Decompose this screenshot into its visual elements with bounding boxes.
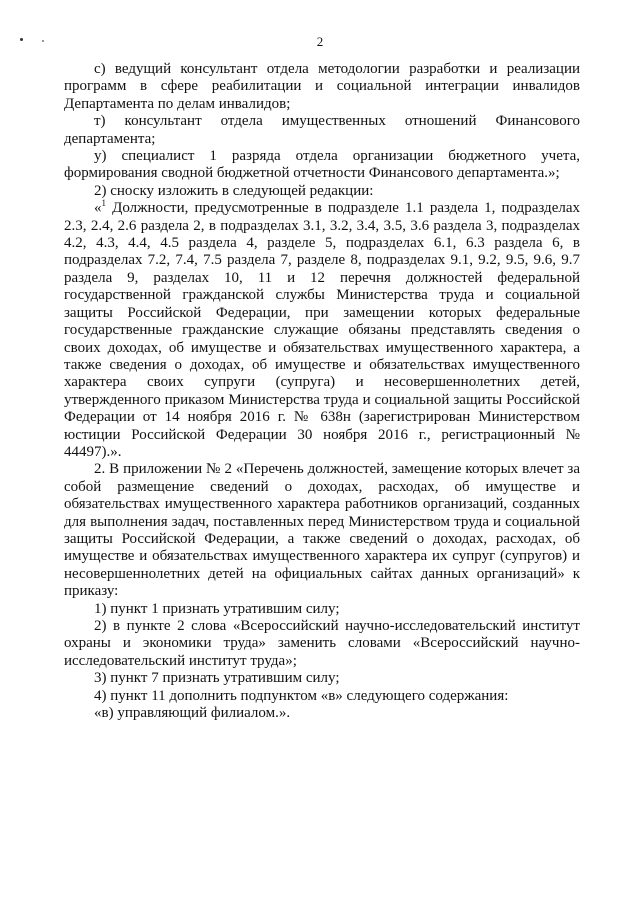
paragraph-amendment-2: 2) в пункте 2 слова «Всероссийский научно-исследовательский институт охраны и экономики труда» заменить словами «Всероссийский научно-исследовательский институт труда»; <box>64 618 580 669</box>
paragraph-footnote-intro: 2) сноску изложить в следующей редакции: <box>94 182 374 199</box>
paragraph-appendix-2: 2. В приложении № 2 «Перечень должностей, замещение которых влечет за собой размещение сведений о доходах, расходах, об имуществе и обязательствах имущественного характера работников организаций, созданных для выполнения задач, поставленных перед Министерством труда и социальной защиты Российской Федерации, а также сведений о доходах, расходах, об имуществе и обязательствах имущественного характера их супруг (супругов) и несовершеннолетних детей на официальных сайтах данных организаций» к приказу: <box>64 461 580 600</box>
paragraph-amendment-4: 4) пункт 11 дополнить подпунктом «в» следующего содержания: <box>94 687 509 704</box>
paragraph-item-u: у) специалист 1 разряда отдела организации бюджетного учета, формирования сводной бюджетной отчетности Финансового департамента.»; <box>64 148 580 182</box>
paragraph-amendment-1: 1) пункт 1 признать утратившим силу; <box>94 600 340 617</box>
paragraph-amendment-5: «в) управляющий филиалом.». <box>94 705 291 722</box>
footnote-body: Должности, предусмотренные в подразделе 1.1 раздела 1, подразделах 2.3, 2.4, 2.6 раздела 2, в подразделах 3.1, 3.2, 3.4, 3.5, 3.6 раздела 3, подразделах 4.2, 4.3, 4.4, 4.5 раздела 4, разделе 5, подразделах 6.1, 6.3 раздела 6, в подразделах 7.2, 7.4, 7.5 раздела 7, разделе 8, подразделах 9.1, 9.2, 9.5, 9.6, 9.7 раздела 9, разделах 10, 11 и 12 перечня должностей федеральной государственной гражданской службы Министерства труда и социальной защиты Российской Федерации, при замещении которых федеральные государственные гражданские служащие обязаны представлять сведения о своих доходах, об имуществе и обязательствах имущественного характера, а также сведения о доходах, об имуществе и обязательствах имущественного характера своих супруги (супруга) и несовершеннолетних детей, утвержденного приказом Министерства труда и социальной защиты Российской Федерации от 14 ноября 2016 г. № 638н (зарегистрирован Министерством юстиции Российской Федерации 30 ноября 2016 г., регистрационный № 44497).». <box>64 200 580 460</box>
paragraph-footnote-text <box>64 200 580 461</box>
paragraph-amendment-3: 3) пункт 7 признать утратившим силу; <box>94 670 340 687</box>
paragraph-item-t: т) консультант отдела имущественных отношений Финансового департамента; <box>64 113 580 147</box>
document-body <box>64 61 580 722</box>
footnote-open-quote: « <box>94 200 102 217</box>
paragraph-item-s: с) ведущий консультант отдела методологии разработки и реализации программ в сфере реабилитации и социальной интеграции инвалидов Департамента по делам инвалидов; <box>64 61 580 112</box>
page-number: 2 <box>316 34 324 49</box>
footnote-marker: 1 <box>101 198 106 209</box>
